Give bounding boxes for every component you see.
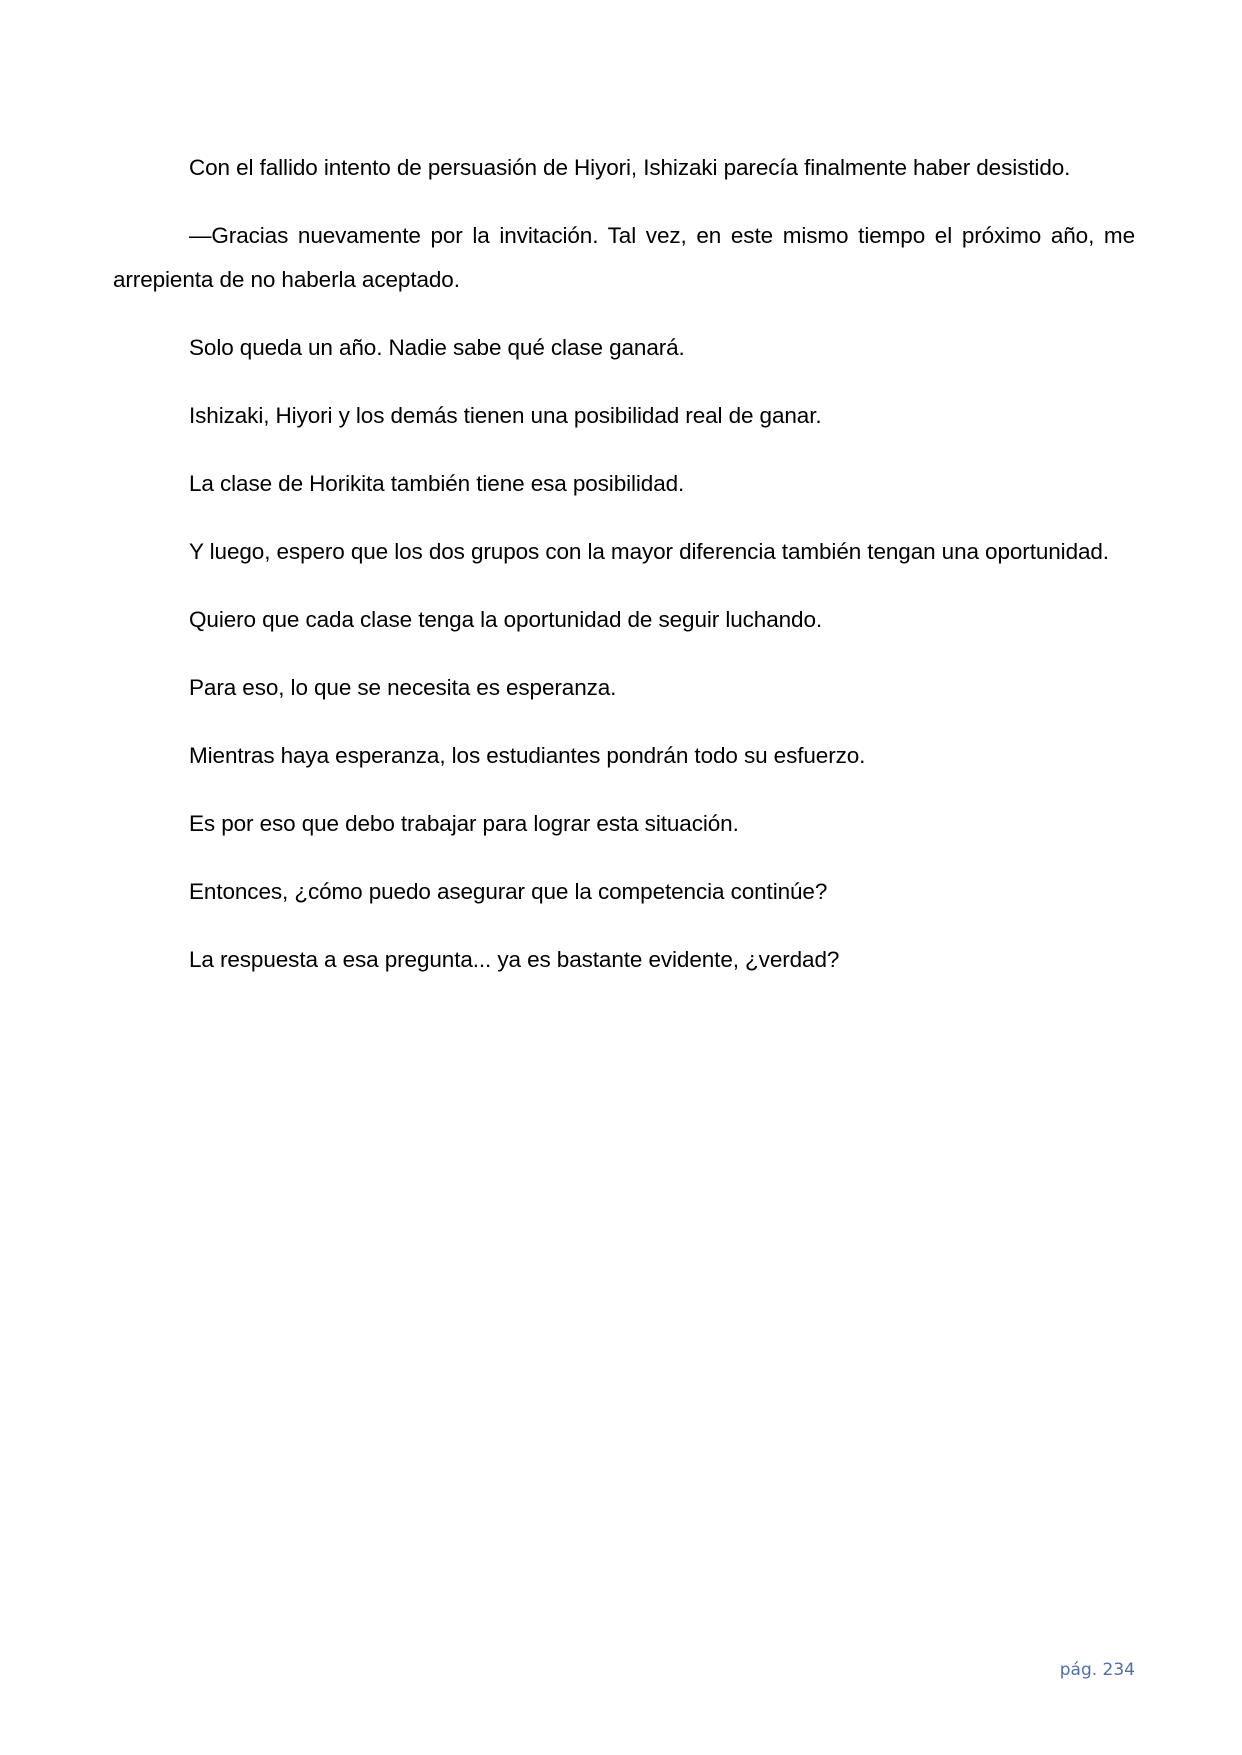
- paragraph: Es por eso que debo trabajar para lograr esta situación.: [189, 811, 739, 836]
- paragraph: Entonces, ¿cómo puedo asegurar que la competencia continúe?: [189, 879, 828, 904]
- paragraph: Mientras haya esperanza, los estudiantes pondrán todo su esfuerzo.: [189, 743, 866, 768]
- paragraph: Y luego, espero que los dos grupos con la mayor diferencia también tengan una oportunidad.: [189, 539, 1109, 564]
- page-body: [113, 146, 1135, 1006]
- paragraph: Con el fallido intento de persuasión de Hiyori, Ishizaki parecía finalmente haber desistido.: [189, 155, 1071, 180]
- paragraph: —Gracias nuevamente por la invitación. Tal vez, en este mismo tiempo el próximo año, me arrepienta de no haberla aceptado.: [113, 223, 1135, 292]
- paragraph: La respuesta a esa pregunta... ya es bastante evidente, ¿verdad?: [189, 947, 840, 972]
- paragraph: Ishizaki, Hiyori y los demás tienen una posibilidad real de ganar.: [189, 403, 822, 428]
- paragraph: La clase de Horikita también tiene esa posibilidad.: [189, 471, 685, 496]
- paragraph: Para eso, lo que se necesita es esperanza.: [189, 675, 617, 700]
- paragraph: Solo queda un año. Nadie sabe qué clase ganará.: [189, 335, 685, 360]
- page-number: pág. 234: [1059, 1660, 1135, 1680]
- paragraph: Quiero que cada clase tenga la oportunidad de seguir luchando.: [189, 607, 823, 632]
